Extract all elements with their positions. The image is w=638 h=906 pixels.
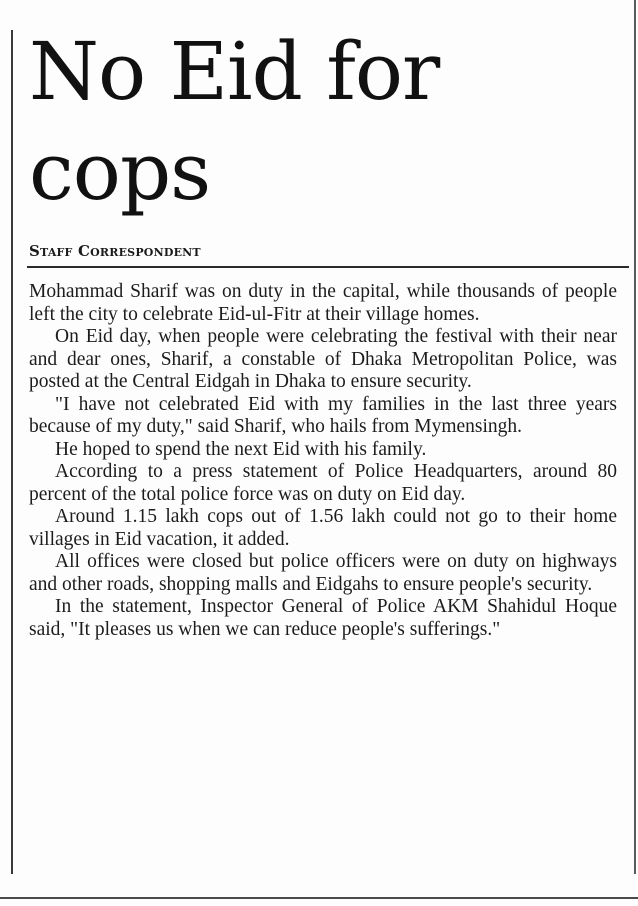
- byline-divider: [27, 266, 629, 268]
- paragraph-4: He hoped to spend the next Eid with his family.: [55, 438, 427, 460]
- paragraph-7: All offices were closed but police officers were on duty on highways and other roads, shopping malls and Eidgahs to ensure people's security.: [29, 551, 617, 595]
- paragraph-2: On Eid day, when people were celebrating the festival with their near and dear ones, Sharif, a constable of Dhaka Metropolitan Police, was posted at the Central Eidgah in Dhaka to ensure security.: [29, 326, 617, 392]
- paragraph-6: Around 1.15 lakh cops out of 1.56 lakh could not go to their home villages in Eid vacation, it added.: [29, 506, 617, 550]
- article-byline: Staff Correspondent: [29, 242, 201, 260]
- paragraph-1: Mohammad Sharif was on duty in the capital, while thousands of people left the city to celebrate Eid-ul-Fitr at their village homes.: [29, 281, 617, 325]
- paragraph-5: According to a press statement of Police Headquarters, around 80 percent of the total police force was on duty on Eid day.: [29, 461, 617, 505]
- paragraph-8: In the statement, Inspector General of Police AKM Shahidul Hoque said, "It pleases us when we can reduce people's sufferings.": [29, 596, 617, 640]
- article-headline: No Eid for cops: [29, 25, 440, 218]
- article-body: [29, 281, 617, 641]
- paragraph-3: "I have not celebrated Eid with my families in the last three years because of my duty," said Sharif, who hails from Mymensingh.: [29, 393, 617, 437]
- column-rule-left: [11, 30, 13, 874]
- page-rule-bottom: [0, 897, 638, 899]
- column-rule-right: [634, 0, 636, 874]
